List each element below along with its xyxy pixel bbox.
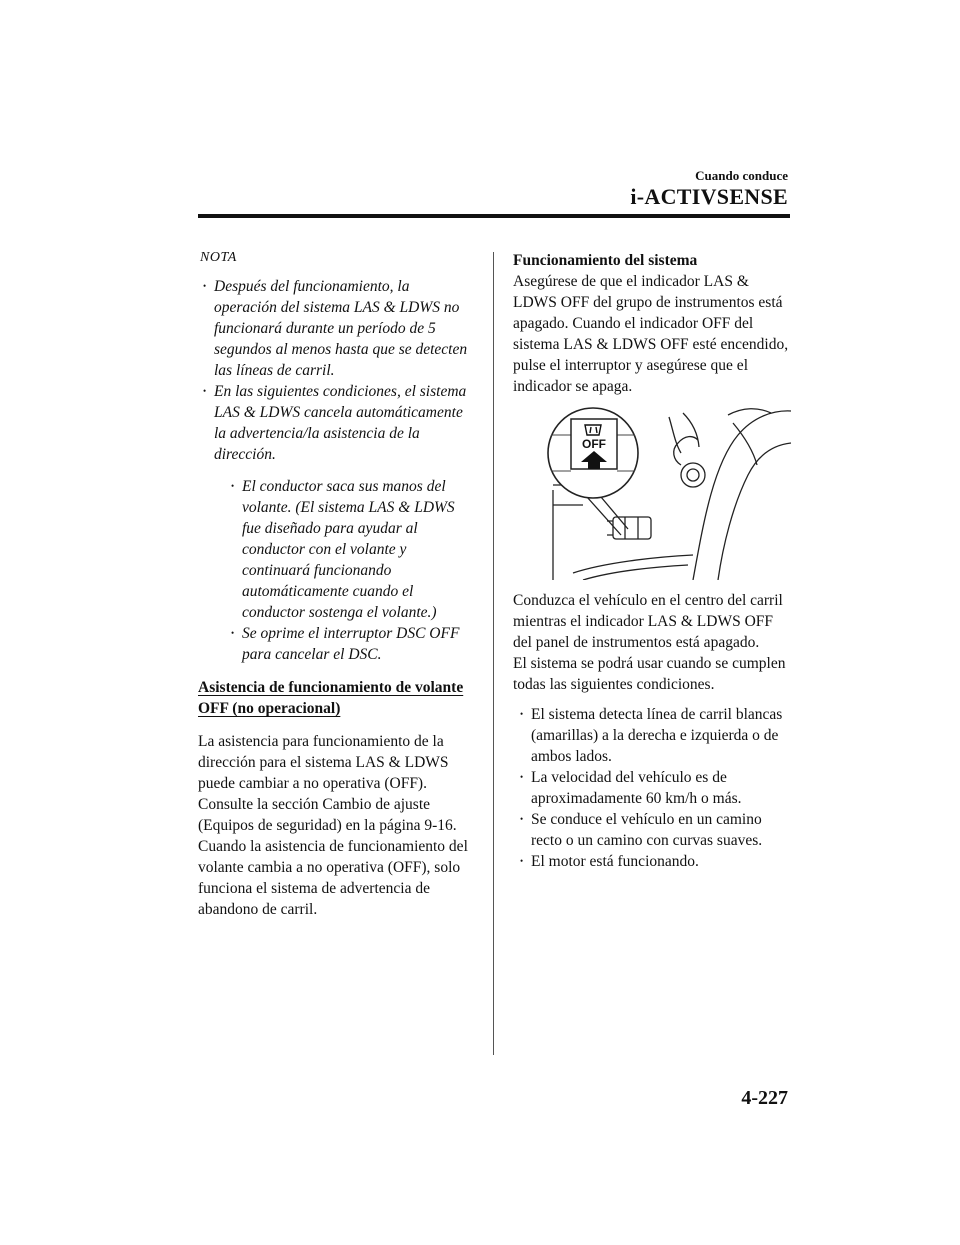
note-item: • Después del funcionamiento, la operación del sistema LAS & LDWS no funcionará durante un período de 5 segundos al menos hasta que se detecten las líneas de carril. <box>198 276 476 381</box>
condition-item: • La velocidad del vehículo es de aproximadamente 60 km/h o más. <box>513 767 791 809</box>
note-list <box>198 276 476 665</box>
page-number: 4-227 <box>741 1087 788 1109</box>
header-title: i-ACTIVSENSE <box>630 184 788 209</box>
note-item <box>198 381 476 665</box>
note-item-text: En las siguientes condiciones, el sistema LAS & LDWS cancela automáticamente la advertencia/la asistencia de la dirección. <box>214 383 467 463</box>
section-heading-line: OFF (no operacional) <box>198 700 341 717</box>
body-paragraph: La asistencia para funcionamiento de la dirección para el sistema LAS & LDWS puede cambiar a no operativa (OFF). Consulte la sección Cambio de ajuste (Equipos de seguridad) en la página 9-16. Cuando la asistencia de funcionamiento del volante cambia a no operativa (OFF), solo funciona el sistema de advertencia de abandono de carril. <box>198 733 468 918</box>
note-label: NOTA <box>200 250 237 265</box>
off-button-label: OFF <box>582 437 606 451</box>
conditions-list <box>513 704 791 872</box>
dashboard-figure <box>543 405 793 580</box>
note-sub-list <box>228 476 476 665</box>
dashboard-illustration <box>543 405 793 580</box>
body-paragraph: Asegúrese de que el indicador LAS & LDWS OFF del grupo de instrumentos está apagado. Cuando el indicador OFF del sistema LAS & LDWS OFF esté encendido, pulse el interruptor y asegúrese que el indicador se apaga. <box>513 273 789 395</box>
body-paragraph: El sistema se podrá usar cuando se cumplen todas las siguientes condiciones. <box>513 655 786 693</box>
section-heading: Funcionamiento del sistema <box>513 252 698 269</box>
section-heading-line: Asistencia de funcionamiento de volante <box>198 679 464 696</box>
left-column <box>198 250 476 920</box>
section-heading <box>198 677 476 719</box>
note-sub-item: • Se oprime el interruptor DSC OFF para cancelar el DSC. <box>228 623 476 665</box>
condition-item: • El motor está funcionando. <box>513 851 791 872</box>
header-section: Cuando conduce <box>695 168 788 183</box>
column-divider <box>493 252 494 1055</box>
right-column <box>513 250 791 872</box>
note-sub-item: • El conductor saca sus manos del volante. (El sistema LAS & LDWS fue diseñado para ayudar al conductor con el volante y continuará funcionando automáticamente cuando el conductor sostenga el volante.) <box>228 476 476 623</box>
condition-item: • El sistema detecta línea de carril blancas (amarillas) a la derecha e izquierda o de ambos lados. <box>513 704 791 767</box>
condition-item: • Se conduce el vehículo en un camino recto o un camino con curvas suaves. <box>513 809 791 851</box>
body-paragraph: Conduzca el vehículo en el centro del carril mientras el indicador LAS & LDWS OFF del panel de instrumentos está apagado. <box>513 592 783 651</box>
header-rule <box>198 214 790 218</box>
